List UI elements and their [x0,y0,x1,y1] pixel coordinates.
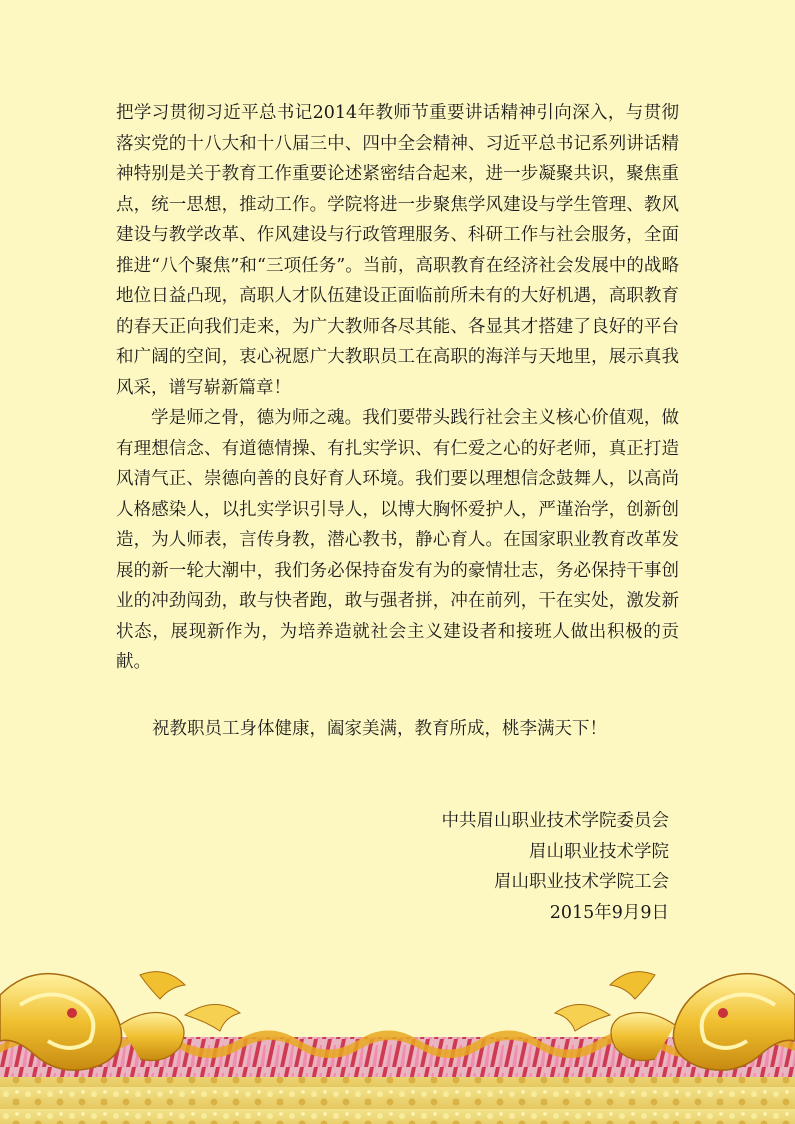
paragraph-1: 把学习贯彻习近平总书记2014年教师节重要讲话精神引向深入，与贯彻落实党的十八大和十八届三中、四中全会精神、习近平总书记系列讲话精神特别是关于教育工作重要论述紧密结合起来，进一步凝聚共识，聚焦重点，统一思想，推动工作。学院将进一步聚焦学风建设与学生管理、教风建设与教学改革、作风建设与行政管理服务、科研工作与社会服务，全面推进“八个聚焦”和“三项任务”。当前，高职教育在经济社会发展中的战略地位日益凸现，高职人才队伍建设正面临前所未有的大好机遇，高职教育的春天正向我们走来，为广大教师各尽其能、各显其才搭建了良好的平台和广阔的空间，衷心祝愿广大教职员工在高职的海洋与天地里，展示真我风采，谱写崭新篇章！ [116,103,679,398]
decorative-border [0,955,795,1124]
letter-body [116,98,679,678]
paragraph-2: 学是师之骨，德为师之魂。我们要带头践行社会主义核心价值观，做有理想信念、有道德情操、有扎实学识、有仁爱之心的好老师，真正打造风清气正、崇德向善的良好育人环境。我们要以理想信念鼓舞人，以高尚人格感染人，以扎实学识引导人，以博大胸怀爱护人，严谨治学，创新创造，为人师表，言传身教，潜心教书，静心育人。在国家职业教育改革发展的新一轮大潮中，我们务必保持奋发有为的豪情壮志，务必保持干事创业的冲劲闯劲，敢与快者跑，敢与强者拼，冲在前列，干在实处，激发新状态，展现新作为，为培养造就社会主义建设者和接班人做出积极的贡献。 [116,408,679,672]
signature-block [442,806,670,928]
signature-date: 2015年9月9日 [549,902,669,923]
signature-org-union: 眉山职业技术学院工会 [494,872,669,892]
pattern-band [0,1073,795,1124]
signature-org-college: 眉山职业技术学院 [529,841,669,862]
wish-line: 祝教职员工身体健康，阖家美满，教育所成，桃李满天下！ [152,719,607,739]
signature-org-party-committee: 中共眉山职业技术学院委员会 [441,811,669,831]
